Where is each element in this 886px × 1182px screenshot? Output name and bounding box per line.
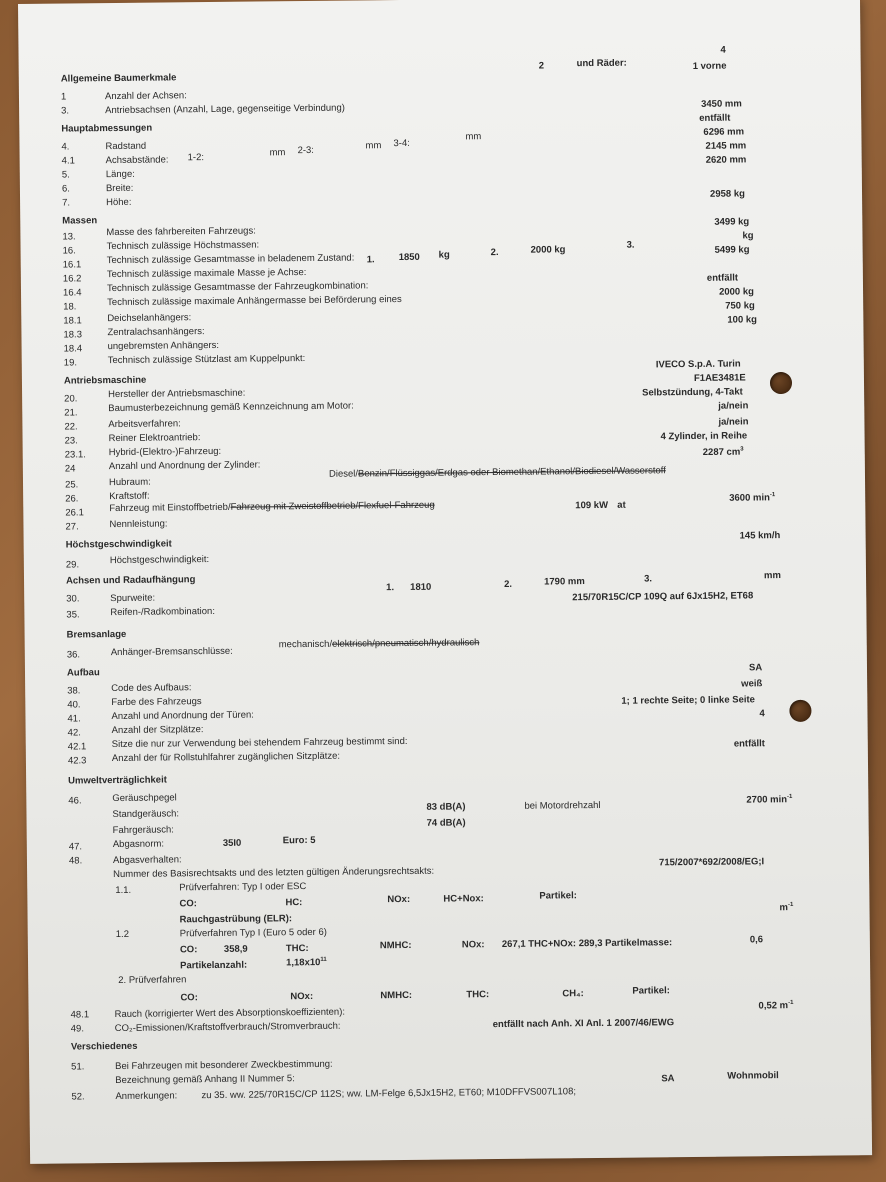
emissions-line: 267,1 THC+NOx: 289,3 Partikelmasse:: [501, 937, 673, 950]
value-rollstuhl: entfällt: [733, 738, 765, 750]
row-num: 16.4: [62, 287, 82, 299]
row-label: Bei Fahrzeugen mit besonderer Zweckbestimmung:: [115, 1058, 333, 1073]
row-label: Nennleistung:: [109, 518, 168, 531]
value-co2: entfällt nach Anh. XI Anl. 1 2007/46/EWG: [492, 1017, 675, 1031]
row-label: Technisch zulässige Gesamtmasse der Fahrzeugkombination:: [106, 280, 369, 295]
value-hubraum: 2287 $cm^3$: [702, 446, 744, 459]
value-motordrehzahl: 2700 $\min^{-1}$: [746, 793, 793, 806]
row-num: 18.: [63, 301, 77, 313]
axle-mass-2: 2000 kg: [530, 244, 566, 256]
co-label: CO:: [179, 898, 197, 910]
row-label: CO₂-Emissionen/Kraftstoffverbrauch/Stromverbrauch:: [114, 1020, 341, 1035]
brems-value: mechanisch/elektrisch/pneumatisch/hydraulisch: [278, 637, 480, 651]
value-farbe: weiß: [741, 678, 763, 690]
row-num: 4.1: [61, 155, 75, 167]
value-vmax: 145 km/h: [739, 530, 781, 542]
mm-unit: mm: [269, 147, 286, 159]
partikel-label: Partikel:: [539, 890, 577, 902]
section-massen: Massen: [62, 215, 98, 227]
row-num: 38.: [67, 685, 81, 697]
axle-12: 1-2:: [187, 152, 205, 164]
axle-23: 2-3:: [297, 144, 314, 157]
row-label: Länge:: [105, 168, 135, 181]
value-hybrid: ja/nein: [718, 416, 749, 428]
row-num: 48.: [68, 855, 83, 867]
row-label: Anzahl und Anordnung der Zylinder:: [108, 459, 261, 473]
row-num: 26.: [65, 493, 79, 505]
value-abgasnorm: 35I0: [222, 837, 242, 849]
row-label: Baumusterbezeichnung gemäß Kennzeichnung am Motor:: [108, 400, 354, 415]
section-umwelt: Umweltverträglichkeit: [68, 774, 167, 787]
row-num: 13.: [62, 231, 76, 243]
value-tueren: 1; 1 rechte Seite; 0 linke Seite: [621, 694, 755, 707]
thc-label: THC:: [466, 989, 490, 1001]
row-num: 24: [64, 463, 76, 475]
row-label: Reiner Elektroantrieb:: [108, 432, 201, 445]
row-label: Technisch zulässige Stützlast am Kuppelpunkt:: [107, 353, 306, 367]
row-num: 52.: [71, 1091, 85, 1103]
row-label: Anzahl und Anordnung der Türen:: [111, 709, 254, 723]
row-num: 41.: [67, 713, 81, 725]
value-zylinder: 4 Zylinder, in Reihe: [660, 430, 748, 443]
value-rauch: 0,52 $m^{-1}$: [758, 999, 794, 1012]
value-achsabstand: entfällt: [699, 112, 731, 124]
row-num: 42.1: [67, 741, 87, 753]
co-label: CO:: [180, 992, 198, 1004]
co-value: 358,9: [223, 943, 248, 955]
value-laenge: 6296 mm: [703, 126, 745, 138]
row-label: Spurweite:: [110, 592, 156, 605]
value-elektro: ja/nein: [718, 400, 749, 412]
row-label: Anzahl der Achsen:: [104, 90, 187, 103]
value-zentral: 750 kg: [725, 300, 755, 312]
row-num: 36.: [66, 649, 81, 661]
row-label: Hersteller der Antriebsmaschine:: [108, 387, 246, 401]
value-stand-db: 83 dB(A): [426, 801, 466, 813]
section-bremsen: Bremsanlage: [66, 628, 127, 641]
value-rechtsakt: 715/2007*692/2008/EG;I: [658, 856, 765, 869]
axle-mass-2-num: 2.: [490, 246, 499, 259]
row-num: 47.: [68, 841, 83, 853]
row-label: Radstand: [105, 140, 147, 153]
row-label: Anzahl der Sitzplätze:: [111, 724, 204, 737]
row-label: Rauch (korrigierter Wert des Absorptionskoeffizienten):: [114, 1006, 346, 1021]
row-label: Höhe:: [106, 196, 132, 209]
row-label: Geräuschpegel: [112, 792, 177, 805]
section-aufbau: Aufbau: [66, 667, 100, 679]
track-1-num: 1.: [386, 582, 395, 594]
elr-label: Rauchgastrübung (ELR):: [179, 913, 293, 926]
row-num: 48.1: [70, 1009, 90, 1021]
row-label: Arbeitsverfahren:: [108, 418, 181, 431]
row-label: Nummer des Basisrechtsakts und des letzten gültigen Änderungsrechtsakts:: [113, 865, 435, 881]
registration-document: [18, 0, 872, 1164]
partikelanzahl-value: $1,18x10^{11}$: [285, 956, 327, 969]
partikelmasse-value: 0,6: [749, 934, 764, 946]
value-hersteller: IVECO S.p.A. Turin: [655, 358, 741, 371]
kg-unit: kg: [742, 230, 754, 242]
co-label: CO:: [179, 944, 198, 956]
row-num: 4.: [61, 141, 70, 153]
row-label: Technisch zulässige Höchstmassen:: [106, 239, 260, 253]
row-label: Fahrzeug mit Einstoffbetrieb/Fahrzeug mit Zweistoffbetrieb/Flexfuel-Fahrzeug: [109, 499, 435, 515]
value-radstand: 3450 mm: [701, 98, 742, 110]
mm-unit: mm: [365, 140, 382, 152]
row-label: Anzahl der für Rollstuhlfahrer zugänglichen Sitzplätze:: [111, 750, 341, 765]
thc-label: THC:: [285, 943, 309, 955]
track-2-num: 2.: [504, 578, 513, 590]
row-num: 6.: [61, 183, 70, 195]
axle-mass-3-num: 3.: [626, 239, 635, 251]
row-label: ungebremsten Anhängers:: [107, 339, 220, 353]
row-label: Antriebsachsen (Anzahl, Lage, gegenseitige Verbindung): [105, 102, 345, 117]
nmhc-label: NMHC:: [379, 939, 412, 952]
row-num: 23.: [64, 435, 78, 447]
row-num: 25.: [64, 479, 79, 491]
axle-mass-1: 1850: [398, 251, 420, 264]
row-label: Hubraum:: [108, 476, 151, 489]
row-num: 19.: [63, 357, 78, 369]
value-hoechstmasse: 3499 kg: [714, 216, 750, 228]
value-kombination: entfällt: [706, 272, 739, 284]
row-label: Breite:: [105, 182, 134, 195]
row-label: Achsabstände:: [105, 154, 169, 167]
pv1-num: 1.1.: [115, 884, 132, 897]
row-num: 5.: [61, 169, 70, 181]
row-label: Anhänger-Bremsanschlüsse:: [110, 645, 233, 659]
row-label: Hybrid-(Elektro-)Fahrzeug:: [108, 445, 222, 459]
row-num: 16.1: [62, 259, 82, 271]
row-label: Masse des fahrbereiten Fahrzeugs:: [106, 225, 256, 239]
row-label: Code des Aufbaus:: [111, 682, 192, 695]
mm-unit: mm: [465, 131, 482, 143]
section-hauptabmessungen: Hauptabmessungen: [61, 122, 153, 135]
punch-hole-bottom: [789, 700, 811, 722]
row-num: 49.: [70, 1023, 85, 1035]
value-euro: Euro: 5: [282, 834, 316, 847]
pv2-num: 1.2: [115, 928, 130, 941]
row-label: Technisch zulässige maximale Anhängermasse bei Beförderung eines: [107, 293, 402, 309]
kraftstoff-value: Diesel/Benzin/Flüssiggas/Erdgas oder Biomethan/Ethanol/Biodiesel/Wasserstoff: [328, 465, 666, 480]
section-hoechst: Höchstgeschwindigkeit: [65, 538, 172, 551]
row-num: 51.: [71, 1061, 85, 1073]
track-2: 1790 mm: [544, 576, 585, 588]
row-label: Kraftstoff:: [109, 490, 150, 503]
value-hoehe: 2620 mm: [705, 154, 747, 166]
value-anmerkungen: zu 35. ww. 225/70R15C/CP 112S; ww. LM-Felge 6,5Jx15H2, ET60; M10DFFVS007L108;: [201, 1086, 577, 1102]
row-label: Reifen-/Radkombination:: [110, 605, 215, 619]
value-wohnmobil: Wohnmobil: [727, 1070, 779, 1082]
row-label: Bezeichnung gemäß Anhang II Nummer 5:: [115, 1073, 295, 1087]
track-mm: mm: [763, 570, 781, 582]
row-num: 26.1: [65, 507, 84, 519]
axle-34: 3-4:: [393, 137, 410, 150]
axles-secondary: 2: [538, 60, 545, 72]
punch-hole-top: [770, 372, 792, 394]
value-aufbau-code: SA: [748, 662, 763, 674]
value-ungebremst: 100 kg: [727, 314, 757, 326]
axle-mass-1-num: 1.: [366, 254, 375, 266]
row-label: Standgeräusch:: [112, 808, 180, 821]
row-num: 18.4: [63, 343, 83, 355]
value-fahr-db: 74 dB(A): [426, 817, 466, 829]
value-sitze: 4: [759, 708, 765, 720]
row-num: 18.3: [63, 329, 83, 341]
section-allgemeine: Allgemeine Baumerkmale: [60, 72, 177, 85]
axles-count: 4: [720, 44, 726, 56]
value-reifen: 215/70R15C/CP 109Q auf 6Jx15H2, ET68: [572, 590, 754, 604]
row-num: 23.1.: [64, 449, 86, 461]
row-label: Zentralachsanhängers:: [107, 326, 205, 339]
value-deichsel: 2000 kg: [718, 286, 754, 298]
bei-motordrehzahl: bei Motordrehzahl: [524, 799, 601, 812]
row-num: 46.: [68, 795, 82, 807]
row-num: 16.2: [62, 273, 82, 285]
driven-front: 1 vorne: [692, 60, 727, 72]
wheels-label: und Räder:: [576, 57, 627, 70]
row-label: Farbe des Fahrzeugs: [111, 696, 202, 709]
row-num: 21.: [64, 407, 78, 419]
partikel-label: Partikel:: [632, 985, 670, 997]
row-num: 35.: [66, 609, 80, 621]
row-num: 42.3: [67, 755, 87, 767]
value-gesamtmasse: 5499 kg: [714, 244, 750, 256]
row-label: Abgasverhalten:: [112, 854, 182, 867]
value-breite: 2145 mm: [705, 140, 747, 152]
row-num: 20.: [64, 393, 78, 405]
row-num: 7.: [62, 197, 71, 209]
nox-label: NOx:: [461, 939, 485, 951]
row-label: Anmerkungen:: [115, 1090, 178, 1103]
row-num: 1: [60, 91, 67, 103]
value-sa: SA: [661, 1073, 675, 1085]
hc-label: HC:: [285, 897, 303, 909]
value-leistung: 109 kW: [575, 499, 609, 512]
track-3-num: 3.: [643, 573, 653, 585]
value-arbeitsverfahren: Selbstzündung, 4-Takt: [642, 386, 743, 399]
pv3-label: 2. Prüfverfahren: [118, 974, 187, 987]
row-num: 40.: [67, 699, 81, 711]
row-num: 3.: [61, 105, 70, 117]
nox-label: NOx:: [387, 893, 411, 906]
ch4-label: CH₄:: [562, 988, 584, 1000]
value-baumuster: F1AE3481E: [693, 372, 746, 384]
at-label: at: [617, 499, 626, 511]
row-label: Deichselanhängers:: [107, 312, 192, 325]
elr-unit: $m^{-1}$: [779, 901, 794, 914]
row-num: 27.: [65, 521, 79, 533]
row-label: Technisch zulässige maximale Masse je Achse:: [106, 266, 307, 281]
row-num: 18.1: [63, 315, 82, 327]
section-antrieb: Antriebsmaschine: [63, 374, 147, 387]
pv2-label: Prüfverfahren Typ I (Euro 5 oder 6): [179, 926, 327, 940]
row-label: Technisch zulässige Gesamtmasse in beladenem Zustand:: [106, 252, 355, 267]
value-masse-fahrbereit: 2958 kg: [709, 188, 745, 200]
row-label: Fahrgeräusch:: [112, 824, 174, 837]
row-num: 22.: [64, 421, 78, 433]
row-num: 29.: [65, 559, 80, 571]
track-1: 1810: [410, 581, 432, 593]
row-label: Sitze die nur zur Verwendung bei stehendem Fahrzeug bestimmt sind:: [111, 735, 408, 751]
hcnox-label: HC+Nox:: [443, 893, 484, 905]
kg-unit: kg: [438, 249, 450, 261]
row-num: 16.: [62, 245, 76, 257]
row-label: Abgasnorm:: [112, 838, 165, 851]
row-label: Höchstgeschwindigkeit:: [109, 554, 210, 567]
nox-label: NOx:: [290, 990, 314, 1003]
pv1-label: Prüfverfahren: Typ I oder ESC: [179, 881, 307, 894]
section-achsen: Achsen und Radaufhängung: [65, 574, 196, 587]
row-num: 30.: [66, 593, 80, 605]
nmhc-label: NMHC:: [380, 989, 413, 1002]
value-drehzahl: 3600 $\min^{-1}$: [729, 492, 776, 504]
row-num: 42.: [67, 727, 81, 739]
partikelanzahl-label: Partikelanzahl:: [180, 959, 248, 972]
section-verschiedenes: Verschiedenes: [70, 1040, 138, 1053]
